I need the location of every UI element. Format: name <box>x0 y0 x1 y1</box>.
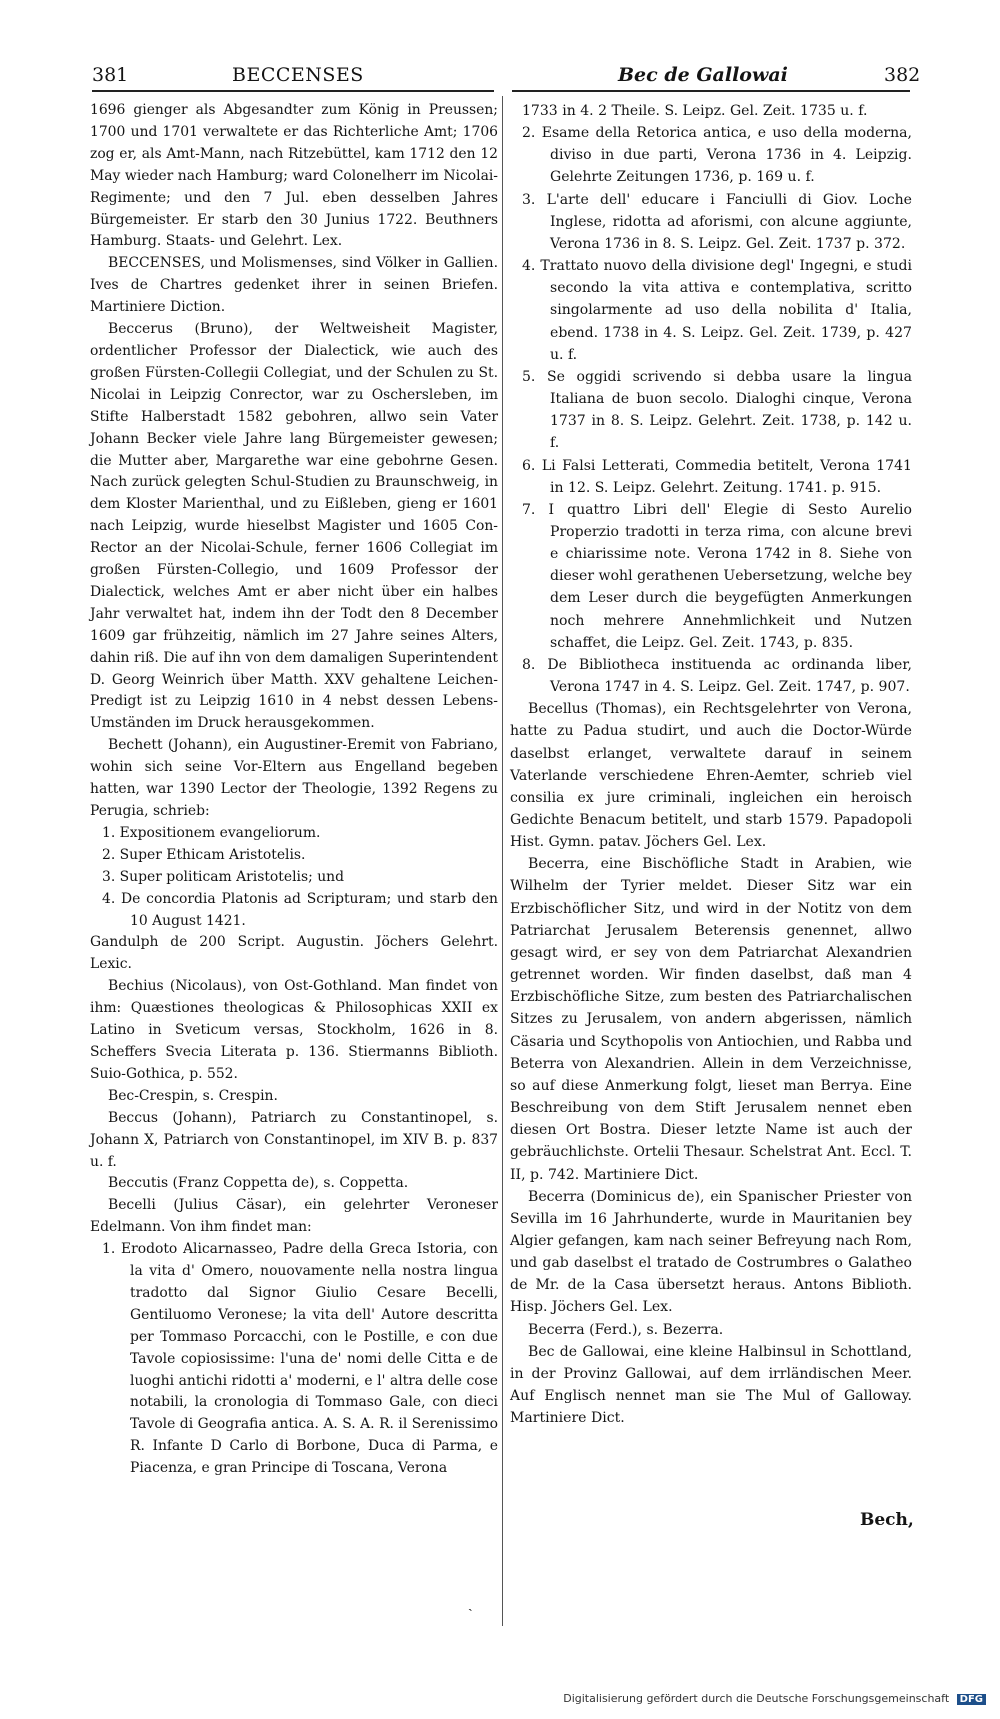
source-reference: Gandulph de 200 Script. Augustin. Jöchers Gelehrt. Lexic. <box>90 934 498 973</box>
entry-beccutis: Beccutis (Franz Coppetta de), s. Coppetta. <box>108 1175 409 1192</box>
stray-mark: ˎ <box>468 1596 473 1612</box>
entry-beccus: Beccus (Johann), Patriarch zu Constantinopel, s. Johann X, Patriarch von Constantinopel, im XIV B. p. 837 u. f. <box>90 1109 498 1170</box>
list-item: 4. Trattato nuovo della divisione degl' Ingegni, e studi secondo la vita attiva e contemplativa, scritto singolarmente ad uso della nobilita d' Italia, ebend. 1738 in 4. S. Leipz. Gel. Zeit. 1739, p. 427 u. f. <box>522 258 912 363</box>
entry-beccenses: BECCENSES, und Molismenses, sind Völker in Gallien. Ives de Chartres gedenket ihrer in seinen Briefen. Martiniere Diction. <box>90 255 498 316</box>
list-item: 3. Super politicam Aristotelis; und <box>102 868 344 885</box>
header-rule-right <box>512 90 910 92</box>
header-rule-left <box>92 90 494 92</box>
digitization-footer <box>0 1692 986 1705</box>
entry-beccerus: Beccerus (Bruno), der Weltweisheit Magister, ordentlicher Professor der Dialectick, wie auch des großen Fürsten-Collegii Collegiat, und der Schulen zu St. Nicolai in Leipzig Conrector, war zu Oschersleben, im Stifte Halberstadt 1582 gebohren, allwo sein Vater Johann Becker viele Jahre lang Bürgemeister gewesen; die Mutter aber, Margarethe war eine gebohrne Gesen. Nach zurück gelegten Schul-Studien zu Braunschweig, in dem Kloster Marienthal, und zu Eißleben, gieng er 1601 nach Leipzig, wurde hieselbst Magister und 1605 Con-Rector an der Nicolai-Schule, ferner 1606 Collegiat im großen Fürsten-Collegio, und 1609 Professor der Dialectick, welches Amt er aber nicht über ein halbes Jahr verwaltet hat, indem ihn der Todt den 8 December 1609 gar frühzeitig, nämlich im 27 Jahre seines Alters, dahin riß. Die auf ihn von dem damaligen Superintendent D. Georg Weinrich über Matth. XXV gehaltene Leichen-Predigt ist zu Leipzig 1610 in 4 nebst dessen Lebens-Umständen im Druck herausgekommen. <box>90 321 498 732</box>
list-item: 8. De Bibliotheca instituenda ac ordinanda liber, Verona 1747 in 4. S. Leipz. Gel. Zeit. 1747, p. 907. <box>522 656 912 696</box>
entry-becellus: Becellus (Thomas), ein Rechtsgelehrter von Verona, hatte zu Padua studirt, und auch die Doctor-Würde daselbst erlanget, verwaltete darauf in seinem Vaterlande verschiedene Ehren-Aemter, schrieb viel consilia ex jure criminali, ingleichen ein heroisch Gedichte Benacum betitelt, und starb 1579. Papadopoli Hist. Gymn. patav. Jöchers Gel. Lex. <box>510 701 912 851</box>
right-page-number: 382 <box>884 64 921 86</box>
entry-bechett: Bechett (Johann), ein Augustiner-Eremit von Fabriano, wohin sich seine Vor-Eltern aus Engelland begeben hatten, war 1390 Lector der Theologie, 1392 Regens zu Perugia, schrieb: <box>90 737 498 819</box>
list-item: 2. Esame della Retorica antica, e uso della moderna, diviso in due parti, Verona 1736 in 4. Leipzig. Gelehrte Zeitungen 1736, p. 169 u. f. <box>522 125 912 186</box>
list-item: 2. Super Ethicam Aristotelis. <box>102 846 306 863</box>
list-item: 1. Erodoto Alicarnasseo, Padre della Greca Istoria, con la vita d' Omero, nouovamente nella nostra lingua tradotto dal Signor Giulio Cesare Becelli, Gentiluomo Veronese; la vita dell' Autore descritta per Tommaso Porcacchi, con le Postille, e con due Tavole copiosissime: l'una de' nomi delle Citta e de luoghi antichi ridotti a' moderni, e l' altra delle cose notabili, la cronologia di Tommaso Gale, con dieci Tavole di Geografia antica. A. S. A. R. il Serenissimo R. Infante D Carlo di Borbone, Duca di Parma, e Piacenza, e gran Principe di Toscana, Verona <box>102 1241 498 1477</box>
list-item: 1733 in 4. 2 Theile. S. Leipz. Gel. Zeit. 1735 u. f. <box>522 103 868 119</box>
left-column <box>90 100 498 1480</box>
entry-bec-de-gallowai: Bec de Gallowai, eine kleine Halbinsul in Schottland, in der Provinz Gallowai, auf dem irrländischen Meer. Auf Englisch nennet man sie The Mul of Galloway. Martiniere Dict. <box>510 1343 912 1427</box>
entry-becerra-dominicus: Becerra (Dominicus de), ein Spanischer Priester von Sevilla im 16 Jahrhunderte, wurde in Mauritanien bey Algier gefangen, kam nach seiner Befreyung nach Rom, und gab daselbst el tratado de Costrumbres o Galatheo de Mr. de la Casa übersetzt heraus. Antons Biblioth. Hisp. Jöchers Gel. Lex. <box>510 1188 912 1316</box>
list-item: 5. Se oggidi scrivendo si debba usare la lingua Italiana de buon secolo. Dialoghi cinque, Verona 1737 in 8. S. Leipz. Gelehrt. Zeit. 1738, p. 142 u. f. <box>522 368 912 452</box>
footer-text: Digitalisierung gefördert durch die Deutsche Forschungsgemeinschaft <box>563 1692 950 1705</box>
dfg-logo: DFG <box>957 1694 986 1705</box>
list-item: 4. De concordia Platonis ad Scripturam; und starb den 10 August 1421. <box>102 890 498 929</box>
column-divider <box>502 96 503 1626</box>
catchword: Bech, <box>860 1510 914 1530</box>
list-item: 7. I quattro Libri dell' Elegie di Sesto Aurelio Properzio tradotti in terza rima, con alcune brevi e chiarissime note. Verona 1742 in 8. Siehe von dieser wohl gerathenen Uebersetzung, welche bey dem Leser durch die beygefügten Anmerkungen noch mehrere Annehmlichkeit und Nutzen schaffet, die Leipz. Gel. Zeit. 1743, p. 835. <box>522 501 912 651</box>
right-column <box>510 100 912 1429</box>
list-item: 1. Expositionem evangeliorum. <box>102 824 321 841</box>
entry-bechius: Bechius (Nicolaus), von Ost-Gothland. Man findet von ihm: Quæstiones theologicas & Philosophicas XXII ex Latino in Sveticum versas, Stockholm, 1626 in 8. Scheffers Svecia Literata p. 136. Stiermanns Biblioth. Suio-Gothica, p. 552. <box>90 978 498 1082</box>
left-running-title: BECCENSES <box>232 64 364 86</box>
list-item: 3. L'arte dell' educare i Fanciulli di Giov. Loche Inglese, ridotta ad aforismi, con alcune aggiunte, Verona 1736 in 8. S. Leipz. Gel. Zeit. 1737 p. 372. <box>522 191 912 252</box>
left-page-number: 381 <box>92 64 129 86</box>
list-item: 6. Li Falsi Letterati, Commedia betitelt, Verona 1741 in 12. S. Leipz. Gelehrt. Zeitung. 1741. p. 915. <box>522 457 912 496</box>
entry-becerra-city: Becerra, eine Bischöfliche Stadt in Arabien, wie Wilhelm der Tyrier meldet. Dieser Sitz war ein Erzbischöflicher Sitz, und wird in der Notitz von dem Patriarchat Jerusalem Beterensis genennet, allwo gesagt wird, er sey von dem Patriarchat Alexandrien getrennet worden. Wir finden daselbst, daß man 4 Erzbischöfliche Sitze, zum besten des Patriarchalischen Sitzes zu Jerusalem, von andern abgerissen, nämlich Cäsaria und Scythopolis von Antiochien, und Rabba und Beterra von Alexandrien. Allein in dem Verzeichnisse, so auf diese Anmerkung folgt, lieset man Berrya. Eine Beschreibung von dem Stift Jerusalem nennet eben diesen Ort Bostra. Dieser letzte Name ist auch der gebräuchlichste. Ortelii Thesaur. Schelstrat Ant. Eccl. T. II, p. 742. Martiniere Dict. <box>510 856 912 1183</box>
entry-bec-crespin: Bec-Crespin, s. Crespin. <box>108 1087 278 1104</box>
entry-continuation: 1696 gienger als Abgesandter zum König in Preussen; 1700 und 1701 verwaltete er das Richterliche Amt; 1706 zog er, als Amt-Mann, nach Ritzebüttel, kam 1712 den 12 May wieder nach Hamburg; ward Colonelherr im Nicolai-Regimente; und den 7 Jul. eben desselben Jahres Bürgemeister. Er starb den 30 Junius 1722. Beuthners Hamburg. Staats- und Gelehrt. Lex. <box>90 102 498 250</box>
entry-becerra-ferd: Becerra (Ferd.), s. Bezerra. <box>528 1321 724 1338</box>
right-running-title: Bec de Gallowai <box>618 64 788 86</box>
entry-becelli: Becelli (Julius Cäsar), ein gelehrter Veroneser Edelmann. Von ihm findet man: <box>90 1197 498 1236</box>
